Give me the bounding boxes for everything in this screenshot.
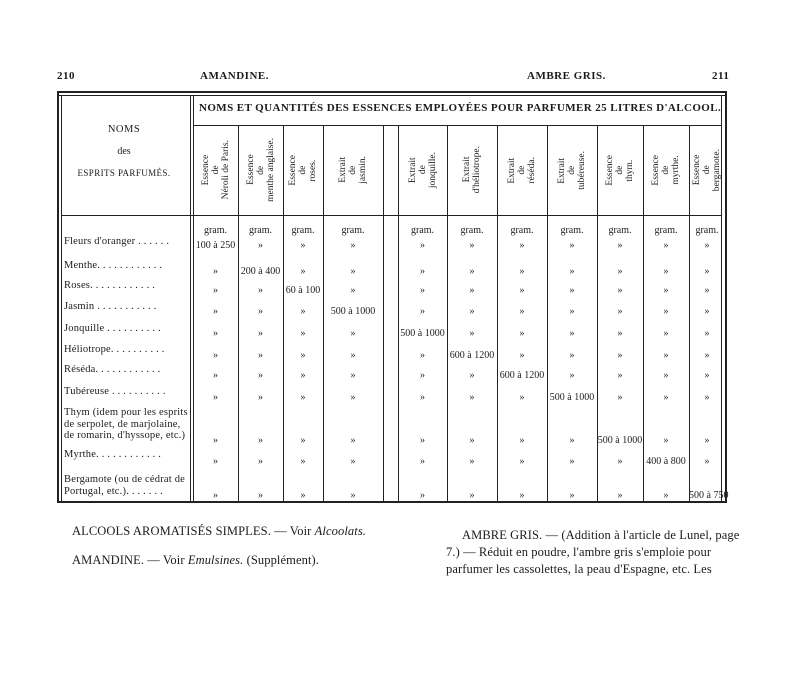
quantity-value: 500 à 1000 (597, 435, 643, 446)
empty-mark: » (663, 370, 669, 381)
empty-mark: » (569, 306, 575, 317)
empty-mark: » (300, 328, 306, 339)
empty-mark: » (300, 266, 306, 277)
empty-mark: » (617, 350, 623, 361)
table-title: NOMS ET QUANTITÉS DES ESSENCES EMPLOYÉES POUR PARFUMER 25 LITRES D'ALCOOL. (199, 102, 722, 114)
right-page-number: 211 (712, 70, 730, 82)
left-page-number: 210 (57, 70, 75, 82)
empty-mark: » (420, 490, 425, 501)
quantity-value: 200 à 400 (240, 266, 281, 277)
empty-mark: » (569, 456, 575, 467)
empty-mark: » (300, 435, 306, 446)
empty-mark: » (420, 435, 425, 446)
empty-mark: » (420, 370, 425, 381)
empty-mark: » (617, 328, 623, 339)
empty-mark: » (420, 350, 425, 361)
empty-mark: » (704, 435, 710, 446)
footer-ambre-line3: parfumer les cassolettes, la peau d'Espagne, etc. Les (446, 562, 712, 576)
empty-mark: » (258, 456, 263, 467)
empty-mark: » (569, 370, 575, 381)
empty-mark: » (213, 306, 218, 317)
empty-mark: » (519, 266, 525, 277)
empty-mark: » (663, 285, 669, 296)
empty-mark: » (300, 306, 306, 317)
column-header-4: Extrait de jonquille. (407, 151, 438, 189)
unit-label: gram. (291, 225, 315, 236)
empty-mark: » (300, 490, 306, 501)
empty-mark: » (663, 306, 669, 317)
column-header-7: Extrait de tubéreuse. (557, 150, 587, 190)
quantity-value: 500 à 1000 (400, 328, 445, 339)
unit-label: gram. (695, 225, 719, 236)
empty-mark: » (300, 456, 306, 467)
quantity-value: 500 à 1000 (330, 306, 376, 317)
empty-mark: » (350, 490, 356, 501)
column-header-2: Essence de roses. (288, 154, 318, 186)
empty-mark: » (213, 392, 218, 403)
column-header-10: Essence de bergamote. (692, 148, 722, 192)
empty-mark: » (569, 328, 575, 339)
column-header-0: Essence de Néroli de Paris. (200, 140, 231, 200)
unit-label: gram. (248, 225, 273, 236)
column-header-9: Essence de myrthe. (651, 154, 681, 186)
unit-label: gram. (560, 225, 584, 236)
empty-mark: » (469, 285, 475, 296)
empty-mark: » (519, 350, 525, 361)
empty-mark: » (469, 456, 475, 467)
empty-mark: » (663, 350, 669, 361)
footer-ambre-line2: 7.) — Réduit en poudre, l'ambre gris s'emploie pour (446, 545, 712, 559)
empty-mark: » (469, 370, 475, 381)
footer-ambre-line1: AMBRE GRIS. — (Addition à l'article de Lunel, page (462, 528, 740, 542)
empty-mark: » (469, 266, 475, 277)
empty-mark: » (704, 266, 710, 277)
empty-mark: » (704, 328, 710, 339)
empty-mark: » (258, 350, 263, 361)
unit-label: gram. (654, 225, 678, 236)
empty-mark: » (519, 285, 525, 296)
empty-mark: » (704, 240, 710, 251)
row-header-noms: NOMS (107, 124, 141, 135)
empty-mark: » (519, 456, 525, 467)
empty-mark: » (704, 392, 710, 403)
empty-mark: » (617, 266, 623, 277)
empty-mark: » (420, 240, 425, 251)
quantity-value: 600 à 1200 (499, 370, 545, 381)
empty-mark: » (350, 370, 356, 381)
empty-mark: » (350, 350, 356, 361)
row-label: Jonquille . . . . . . . . . . (64, 323, 161, 334)
quantity-value: 500 à 750 (689, 490, 729, 501)
column-header-6: Extrait de réséda. (507, 156, 537, 184)
empty-mark: » (258, 306, 263, 317)
empty-mark: » (258, 490, 263, 501)
empty-mark: » (258, 435, 263, 446)
empty-mark: » (617, 490, 623, 501)
empty-mark: » (300, 240, 306, 251)
row-label: Héliotrope. . . . . . . . . . (64, 344, 165, 355)
empty-mark: » (213, 490, 218, 501)
empty-mark: » (258, 285, 263, 296)
empty-mark: » (469, 306, 475, 317)
row-label: Menthe. . . . . . . . . . . . (64, 260, 163, 271)
empty-mark: » (663, 490, 669, 501)
empty-mark: » (350, 240, 356, 251)
right-running-title: AMBRE GRIS. (527, 70, 606, 82)
empty-mark: » (663, 392, 669, 403)
empty-mark: » (258, 328, 263, 339)
empty-mark: » (519, 490, 525, 501)
empty-mark: » (213, 456, 218, 467)
empty-mark: » (420, 306, 425, 317)
empty-mark: » (469, 328, 475, 339)
empty-mark: » (469, 435, 475, 446)
row-label: Fleurs d'oranger . . . . . . (64, 236, 170, 247)
unit-label: gram. (410, 225, 435, 236)
row-header-esprits: ESPRITS PARFUMÉS. (77, 168, 171, 178)
empty-mark: » (213, 328, 218, 339)
row-label: Bergamote (ou de cédrat de Portugal, etc.). . . . . . . (64, 474, 186, 497)
row-label: Tubéreuse . . . . . . . . . . (64, 386, 166, 397)
empty-mark: » (258, 370, 263, 381)
empty-mark: » (300, 370, 306, 381)
column-header-3: Extrait de jasmin. (338, 156, 368, 184)
empty-mark: » (704, 370, 710, 381)
empty-mark: » (519, 328, 525, 339)
empty-mark: » (420, 456, 425, 467)
empty-mark: » (663, 266, 669, 277)
empty-mark: » (617, 392, 623, 403)
empty-mark: » (663, 240, 669, 251)
empty-mark: » (617, 240, 623, 251)
empty-mark: » (617, 285, 623, 296)
unit-label: gram. (341, 225, 365, 236)
empty-mark: » (663, 328, 669, 339)
empty-mark: » (350, 285, 356, 296)
quantity-value: 60 à 100 (285, 285, 321, 296)
empty-mark: » (569, 240, 575, 251)
empty-mark: » (350, 456, 356, 467)
unit-label: gram. (460, 225, 484, 236)
empty-mark: » (420, 392, 425, 403)
empty-mark: » (350, 328, 356, 339)
left-running-title: AMANDINE. (200, 70, 269, 82)
row-header-des: des (117, 146, 131, 157)
empty-mark: » (519, 240, 525, 251)
row-label: Thym (idem pour les esprits de serpolet, de marjolaine, de romarin, d'hyssope, etc.) (64, 407, 188, 441)
unit-label: gram. (203, 225, 228, 236)
empty-mark: » (569, 350, 575, 361)
empty-mark: » (519, 392, 525, 403)
empty-mark: » (213, 370, 218, 381)
empty-mark: » (213, 350, 218, 361)
empty-mark: » (213, 266, 218, 277)
empty-mark: » (663, 435, 669, 446)
empty-mark: » (519, 435, 525, 446)
unit-label: gram. (510, 225, 534, 236)
empty-mark: » (617, 306, 623, 317)
footer-amandine-entry: AMANDINE. — Voir Emulsines. (Supplément). (72, 553, 320, 567)
empty-mark: » (350, 435, 356, 446)
column-header-5: Extrait d'héliotrope. (462, 146, 482, 194)
empty-mark: » (569, 435, 575, 446)
empty-mark: » (300, 350, 306, 361)
quantity-value: 100 à 250 (195, 240, 236, 251)
empty-mark: » (469, 490, 475, 501)
quantity-value: 600 à 1200 (449, 350, 495, 361)
empty-mark: » (350, 266, 356, 277)
empty-mark: » (420, 266, 425, 277)
empty-mark: » (704, 456, 710, 467)
quantity-value: 500 à 1000 (549, 392, 595, 403)
empty-mark: » (704, 350, 710, 361)
empty-mark: » (617, 456, 623, 467)
empty-mark: » (569, 285, 575, 296)
empty-mark: » (350, 392, 356, 403)
empty-mark: » (704, 306, 710, 317)
empty-mark: » (258, 240, 263, 251)
empty-mark: » (213, 435, 218, 446)
empty-mark: » (704, 285, 710, 296)
empty-mark: » (213, 285, 218, 296)
empty-mark: » (258, 392, 263, 403)
row-label: Roses. . . . . . . . . . . . (64, 280, 156, 291)
empty-mark: » (300, 392, 306, 403)
empty-mark: » (617, 370, 623, 381)
empty-mark: » (469, 240, 475, 251)
column-header-8: Essence de thym. (605, 154, 635, 186)
footer-alcools-entry: ALCOOLS AROMATISÉS SIMPLES. — Voir Alcoolats. (72, 524, 367, 538)
quantity-value: 400 à 800 (646, 456, 686, 467)
empty-mark: » (569, 266, 575, 277)
column-header-1: Essence de menthe anglaise. (245, 138, 276, 202)
empty-mark: » (519, 306, 525, 317)
empty-mark: » (569, 490, 575, 501)
row-label: Myrthe. . . . . . . . . . . . (64, 449, 162, 460)
unit-label: gram. (608, 225, 632, 236)
empty-mark: » (469, 392, 475, 403)
row-label: Réséda. . . . . . . . . . . . (64, 364, 161, 375)
row-label: Jasmin . . . . . . . . . . . (64, 301, 157, 312)
empty-mark: » (420, 285, 425, 296)
